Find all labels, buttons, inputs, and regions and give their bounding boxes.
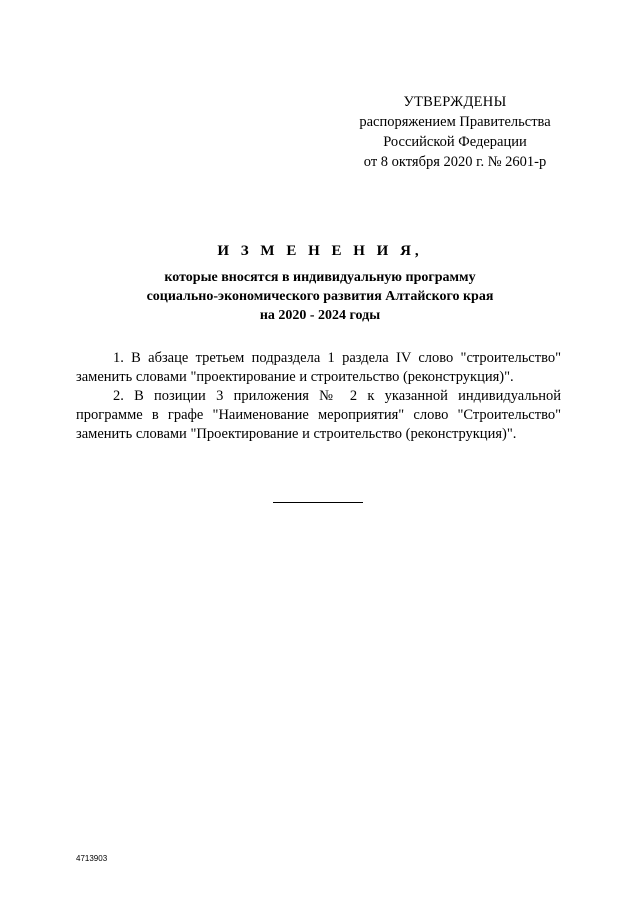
approval-line-3: от 8 октября 2020 г. № 2601-р	[363, 154, 547, 170]
approval-line-2: Российской Федерации	[383, 134, 527, 150]
amendment-item-2: 2. В позиции 3 приложения № 2 к указанной индивидуальной программе в графе "Наименование мероприятия" слово "Строительство" заменить словами "Проектирование и строительство (реконструкция)".	[76, 388, 561, 442]
document-subtitle-line-2: социально-экономического развития Алтайского края	[146, 289, 494, 304]
document-id: 4713903	[76, 854, 108, 863]
document-body	[76, 349, 561, 444]
approval-line-1: распоряжением Правительства	[359, 114, 551, 130]
document-subtitle-line-1: которые вносятся в индивидуальную программу	[164, 270, 476, 285]
separator-line	[273, 502, 363, 503]
amendment-item-1: 1. В абзаце третьем подраздела 1 раздела IV слово "строительство" заменить словами "проектирование и строительство (реконструкция)".	[76, 350, 561, 385]
approval-block	[330, 92, 580, 172]
document-subtitle-line-3: на 2020 - 2024 годы	[259, 308, 381, 323]
document-heading	[0, 240, 640, 325]
document-title: И З М Е Н Е Н И Я,	[217, 243, 423, 259]
approval-title: УТВЕРЖДЕНЫ	[403, 94, 507, 110]
